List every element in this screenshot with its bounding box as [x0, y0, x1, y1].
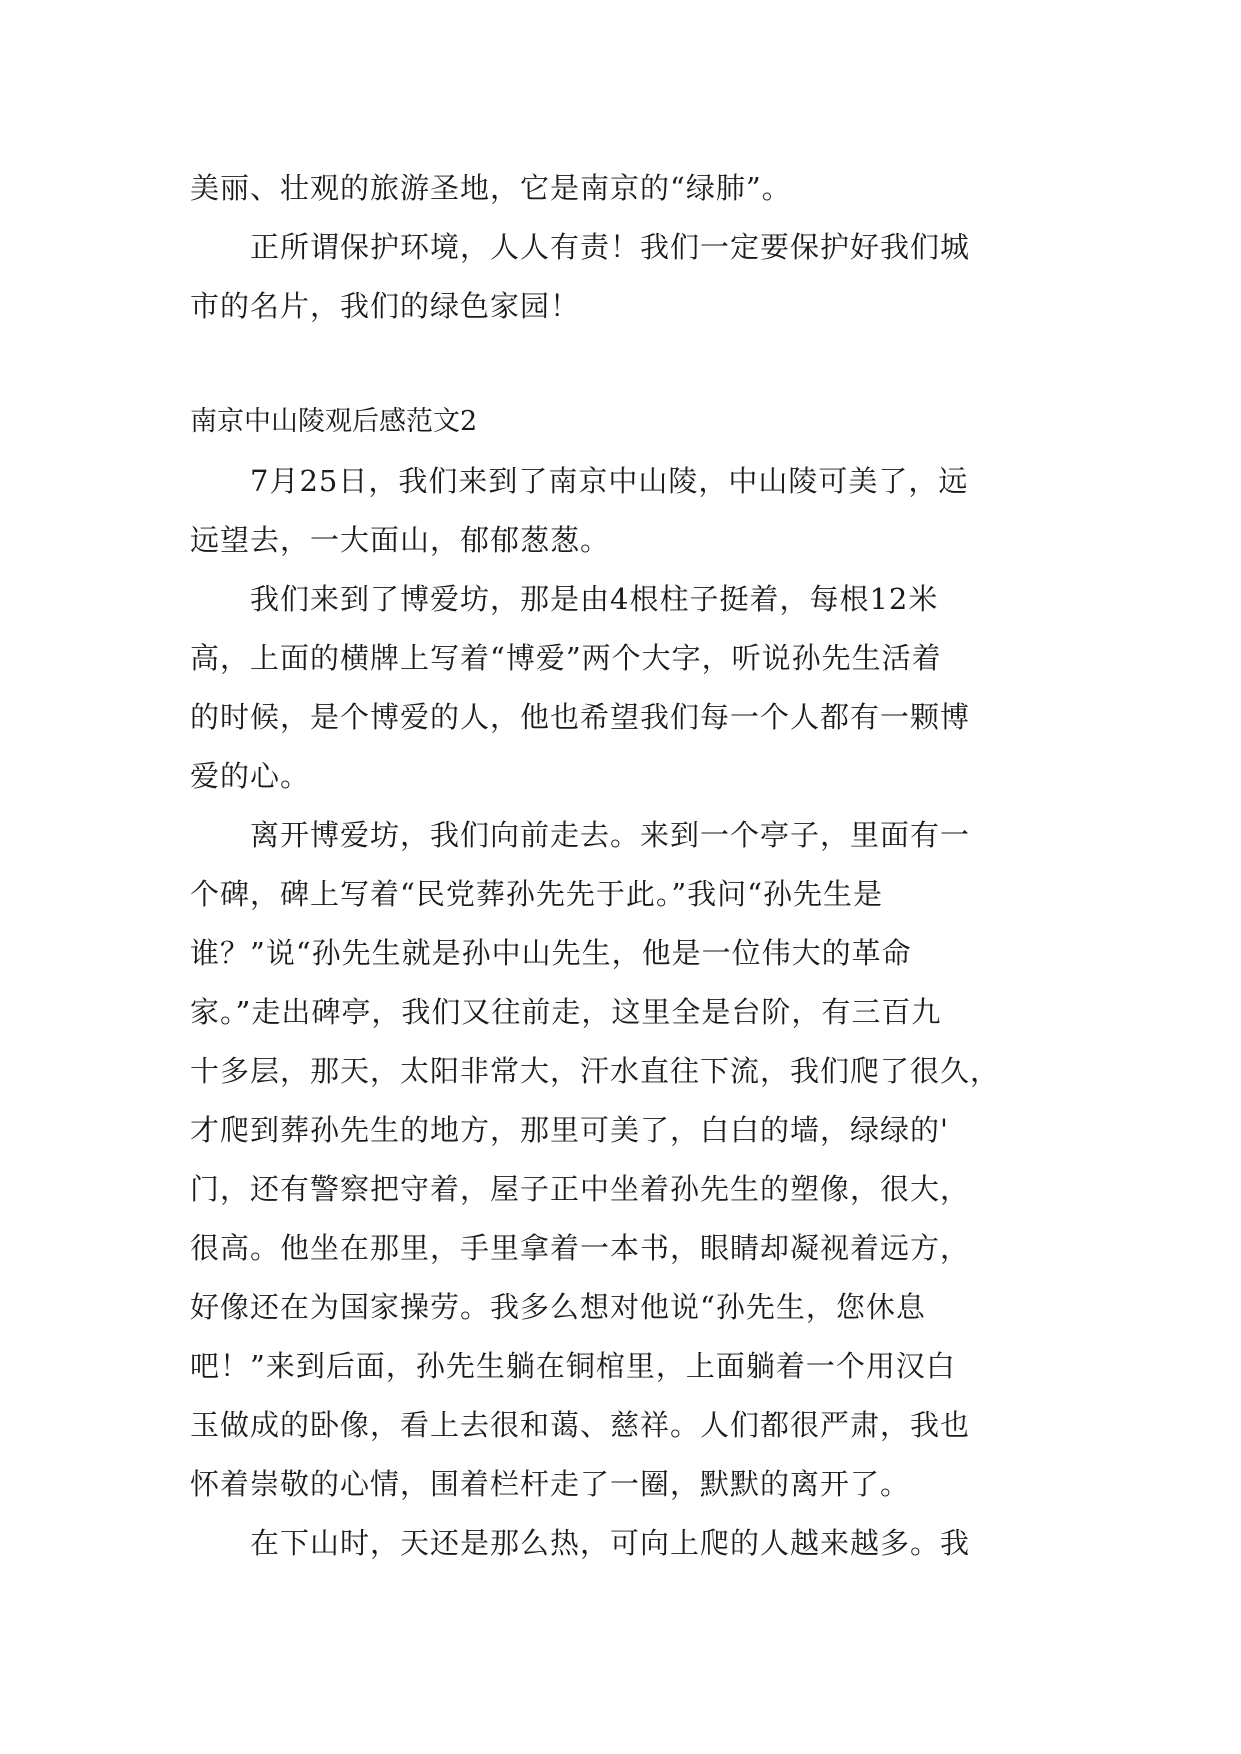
text-line: 的时候，是个博爱的人，他也希望我们每一个人都有一颗博 — [190, 700, 971, 734]
text-line: 正所谓保护环境，人人有责！我们一定要保护好我们城 — [190, 230, 971, 264]
text-line: 爱的心。 — [190, 759, 311, 793]
text-line: 十多层，那天，太阳非常大，汗水直往下流，我们爬了很久， — [190, 1054, 1001, 1088]
text-line: 远望去，一大面山，郁郁葱葱。 — [190, 523, 611, 557]
text-line: 才爬到葬孙先生的地方，那里可美了，白白的墙，绿绿的' — [190, 1113, 949, 1147]
text-line: 门，还有警察把守着，屋子正中坐着孙先生的塑像，很大， — [190, 1172, 971, 1206]
text-line: 我们来到了博爱坊，那是由4根柱子挺着，每根12米 — [190, 582, 939, 616]
text-line: 在下山时，天还是那么热，可向上爬的人越来越多。我 — [190, 1526, 971, 1560]
text-line: 很高。他坐在那里，手里拿着一本书，眼睛却凝视着远方， — [190, 1231, 971, 1265]
text-line: 好像还在为国家操劳。我多么想对他说“孙先生，您休息 — [190, 1290, 926, 1324]
text-line: 个碑，碑上写着“民党葬孙先先于此。”我问“孙先生是 — [190, 877, 883, 911]
text-line: 玉做成的卧像，看上去很和蔼、慈祥。人们都很严肃，我也 — [190, 1408, 971, 1442]
text-line: 高，上面的横牌上写着“博爱”两个大字，听说孙先生活着 — [190, 641, 942, 675]
text-line: 谁？”说“孙先生就是孙中山先生，他是一位伟大的革命 — [190, 936, 912, 970]
text-line: 家。”走出碑亭，我们又往前走，这里全是台阶，有三百九 — [190, 995, 942, 1029]
text-line: 美丽、壮观的旅游圣地，它是南京的“绿肺”。 — [190, 171, 792, 205]
text-line: 离开博爱坊，我们向前走去。来到一个亭子，里面有一 — [190, 818, 971, 852]
text-line: 吧！”来到后面，孙先生躺在铜棺里，上面躺着一个用汉白 — [190, 1349, 956, 1383]
text-line: 怀着崇敬的心情，围着栏杆走了一圈，默默的离开了。 — [190, 1467, 911, 1501]
text-line: 7月25日，我们来到了南京中山陵，中山陵可美了，远 — [190, 464, 969, 498]
text-line: 市的名片，我们的绿色家园！ — [190, 289, 581, 323]
section-heading: 南京中山陵观后感范文2 — [190, 406, 478, 437]
